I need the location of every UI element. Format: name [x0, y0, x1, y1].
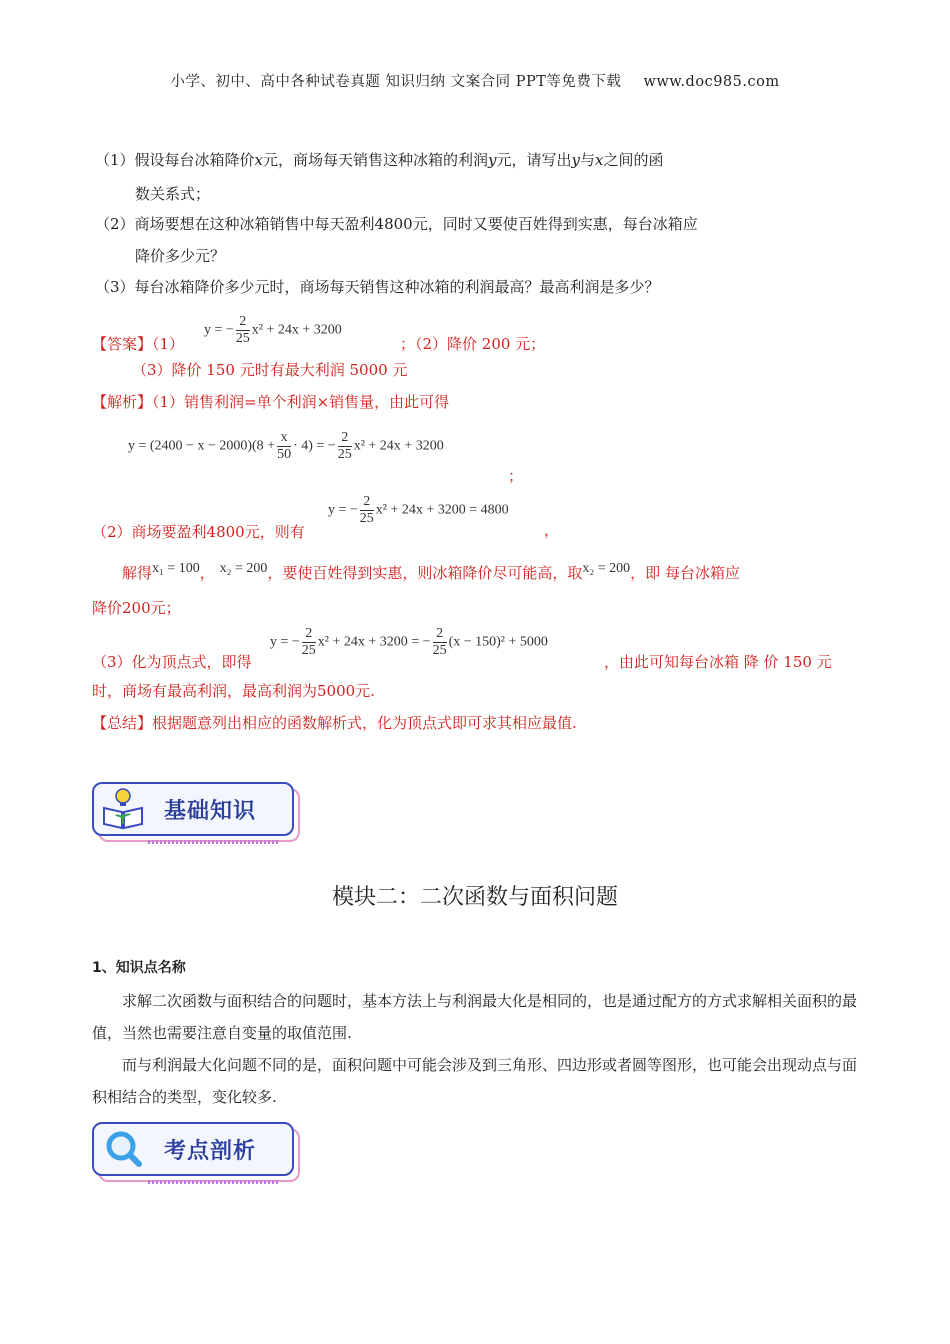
analysis-eq2-end: ， [544, 521, 560, 539]
question-2: （2）商场要想在这种冰箱销售中每天盈利4800元，同时又要使百姓得到实惠，每台冰箱应 [95, 215, 698, 233]
answer-part2: ；（2）降价 200 元； [400, 335, 546, 353]
analysis-solve: 解得x₁ = 100， x₂ = 200，要使百姓得到实惠，则冰箱降价尽可能高，取x₂ = 200，即 每台冰箱应 [122, 561, 740, 582]
section-badge-analysis [90, 1120, 296, 1184]
summary: 【总结】根据题意列出相应的函数解析式，化为顶点式即可求其相应最值. [92, 714, 577, 732]
analysis-eq1-end: ； [508, 467, 524, 485]
question-1-cont: 数关系式； [135, 185, 211, 203]
paragraph-2: 而与利润最大化问题不同的是，面积问题中可能会涉及到三角形、四边形或者圆等图形，也可能会出现动点与面积相结合的类型，变化较多. [92, 1056, 858, 1106]
module-title: 模块二：二次函数与面积问题 [331, 885, 618, 910]
page-header [0, 70, 950, 91]
header-site[interactable]: www.doc985.com [643, 74, 780, 90]
knowledge-point-title: 1、知识点名称 [92, 960, 186, 976]
answer-label: 【答案】（1） [92, 335, 185, 353]
analysis-part3-b: ，由此可知每台冰箱 降 价 150 元 [604, 653, 832, 671]
paragraph-1: 求解二次函数与面积结合的问题时，基本方法上与利润最大化是相同的，也是通过配方的方式求解相关面积的最值，当然也需要注意自变量的取值范围. [92, 992, 858, 1042]
analysis-eq1: y = (2400 − x − 2000)(8 + $\frac{x}{50}$ · 4) = − $\frac{2}{25}$ x² + 24x + 3200 [128, 430, 444, 462]
book-lightbulb-icon [100, 786, 146, 830]
answer-formula: y = − $\frac{2}{25}$ x² + 24x + 3200 [204, 314, 342, 346]
question-3: （3）每台冰箱降价多少元时，商场每天销售这种冰箱的利润最高？最高利润是多少？ [95, 278, 660, 296]
badge-basics-label: 基础知识 [164, 799, 257, 824]
question-1: （1）假设每台冰箱降价x元，商场每天销售这种冰箱的利润y元，请写出y与x之间的函 [95, 151, 664, 169]
analysis-eq2: y = − $\frac{2}{25}$ x² + 24x + 3200 = 4800 [328, 494, 509, 526]
analysis-eq3: y = − $\frac{2}{25}$ x² + 24x + 3200 = − $\frac{2}{25}$ (x − 150)² + 5000 [270, 626, 548, 658]
question-2-cont: 降价多少元？ [135, 247, 226, 265]
analysis-label: 【解析】（1）销售利润=单个利润×销售量，由此可得 [92, 393, 450, 411]
magnifier-icon [100, 1126, 146, 1170]
section-badge-basics [90, 780, 296, 844]
badge-analysis-label: 考点剖析 [164, 1139, 257, 1164]
analysis-part3: （3）化为顶点式，即得 [92, 653, 252, 671]
analysis-part3-c: 时，商场有最高利润，最高利润为5000元. [92, 682, 375, 700]
answer-part3: （3）降价 150 元时有最大利润 5000 元 [132, 361, 408, 379]
analysis-part2: （2）商场要盈利4800元，则有 [92, 523, 305, 541]
header-text: 小学、初中、高中各种试卷真题 知识归纳 文案合同 PPT等免费下载 [170, 74, 622, 90]
analysis-solve-cont: 降价200元； [92, 599, 181, 617]
